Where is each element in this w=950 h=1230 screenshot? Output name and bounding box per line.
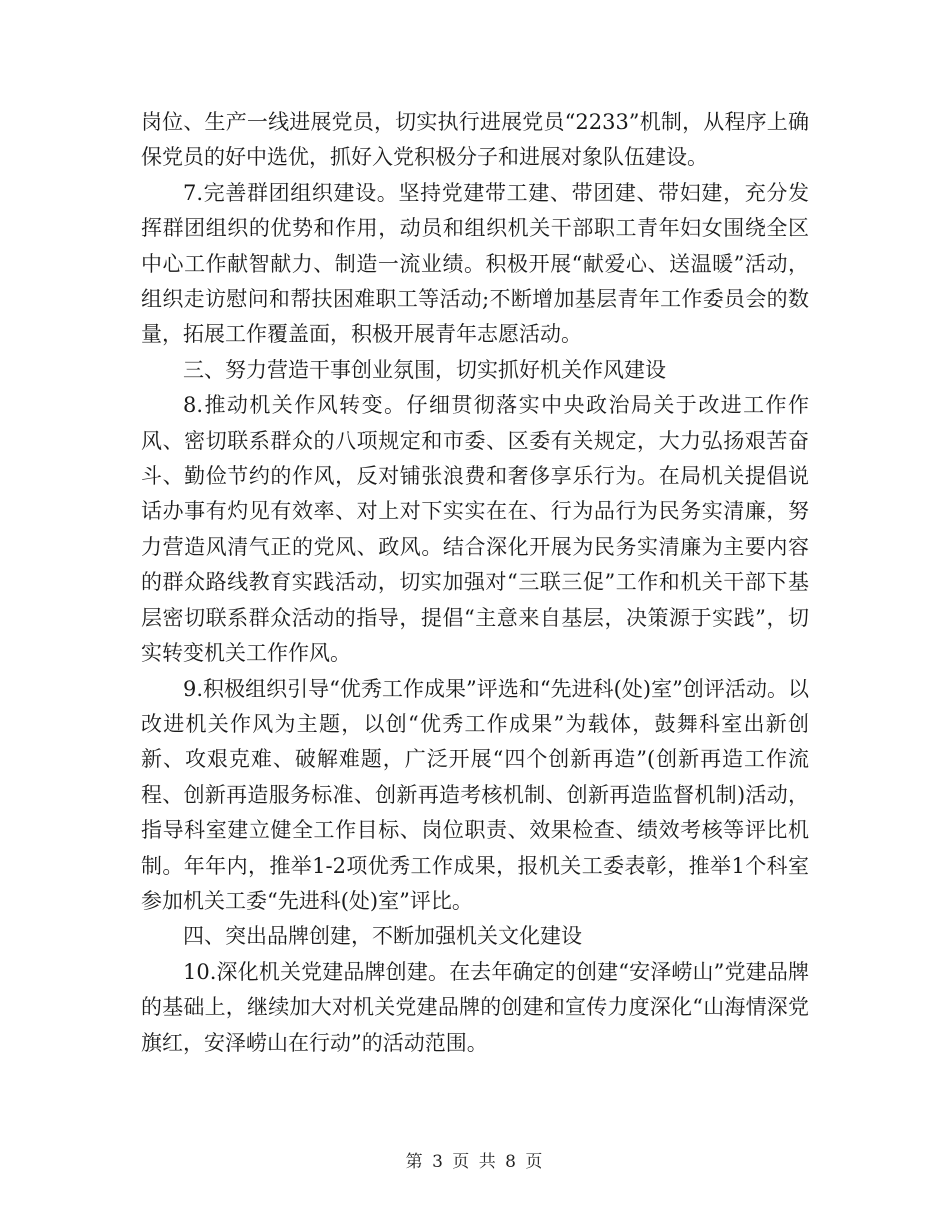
paragraph-4: 8.推动机关作风转变。仔细贯彻落实中央政治局关于改进工作作风、密切联系群众的八项规定和市委、区委有关规定，大力弘扬艰苦奋斗、勤俭节约的作风，反对铺张浪费和奢侈享乐行为。在局机关提倡说话办事有灼见有效率、对上对下实实在在、行为品行为民务实清廉，努力营造风清气正的党风、政风。结合深化开展为民务实清廉为主要内容的群众路线教育实践活动，切实加强对“三联三促”工作和机关干部下基层密切联系群众活动的指导，提倡“主意来自基层，决策源于实践”，切实转变机关工作作风。 [141, 393, 809, 666]
document-body [141, 105, 809, 1061]
paragraph-5: 9.积极组织引导“优秀工作成果”评选和“先进科(处)室”创评活动。以改进机关作风为主题，以创“优秀工作成果”为载体，鼓舞科室出新创新、攻艰克难、破解难题，广泛开展“四个创新再造”(创新再造工作流程、创新再造服务标准、创新再造考核机制、创新再造监督机制)活动，指导科室建立健全工作目标、岗位职责、效果检查、绩效考核等评比机制。年年内，推举1-2项优秀工作成果，报机关工委表彰，推举1个科室参加机关工委“先进科(处)室”评比。 [141, 676, 809, 913]
paragraph-2: 7.完善群团组织建设。坚持党建带工建、带团建、带妇建，充分发挥群团组织的优势和作用，动员和组织机关干部职工青年妇女围绕全区中心工作献智献力、制造一流业绩。积极开展“献爱心、送温暖”活动，组织走访慰问和帮扶困难职工等活动;不断增加基层青年工作委员会的数量，拓展工作覆盖面，积极开展青年志愿活动。 [141, 180, 809, 347]
paragraph-1: 岗位、生产一线进展党员，切实执行进展党员“2233”机制，从程序上确保党员的好中选优，抓好入党积极分子和进展对象队伍建设。 [141, 110, 809, 170]
section-heading-4: 四、突出品牌创建，不断加强机关文化建设 [183, 924, 582, 949]
paragraph-7: 10.深化机关党建品牌创建。在去年确定的创建“安泽崂山”党建品牌的基础上，继续加大对机关党建品牌的创建和宣传力度深化“山海情深党旗红，安泽崂山在行动”的活动范围。 [141, 959, 809, 1055]
section-heading-3: 三、努力营造干事创业氛围，切实抓好机关作风建设 [183, 357, 666, 382]
page-number-footer: 第 3 页 共 8 页 [405, 1152, 545, 1172]
